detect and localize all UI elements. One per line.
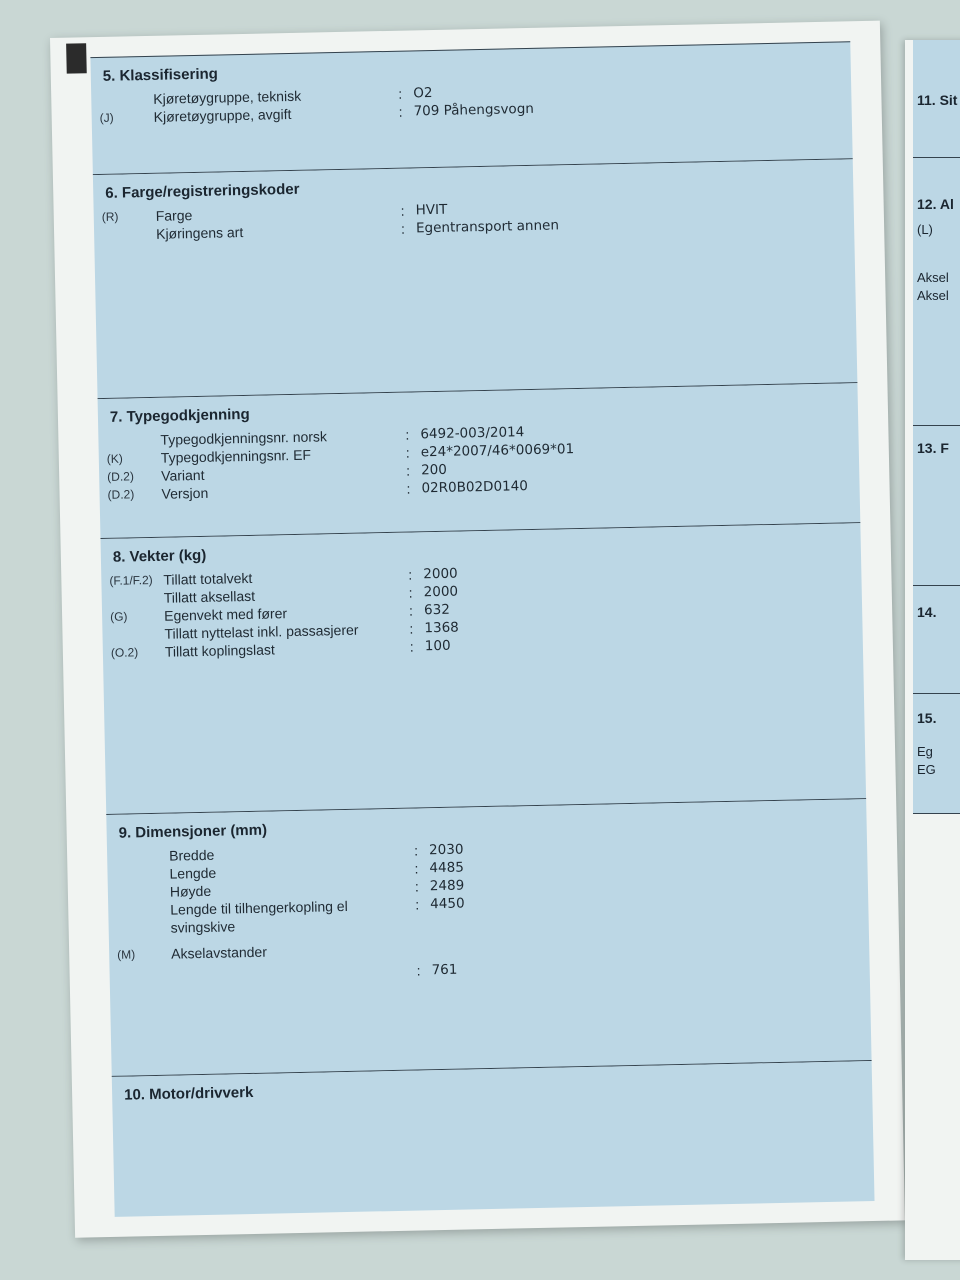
right-page-text: 11. Sit <box>917 92 958 108</box>
field-colon: : <box>408 566 413 583</box>
field-value: 2489 <box>429 877 465 895</box>
field-label: Lengde til tilhengerkopling el <box>170 897 348 918</box>
field-value: 4485 <box>429 859 464 877</box>
section-title: 9. Dimensjoner (mm) <box>118 821 268 842</box>
field-colon: : <box>408 584 413 601</box>
field-label: Kjøretøygruppe, avgift <box>153 105 292 125</box>
field-code: (M) <box>117 947 136 962</box>
field-code <box>110 589 160 590</box>
field-value: 2000 <box>423 583 459 601</box>
right-page-text: EG <box>917 762 936 777</box>
field-label: svingskive <box>170 918 236 936</box>
field-label: Kjøretøygruppe, teknisk <box>153 87 302 107</box>
field-code <box>106 431 156 432</box>
field-code: (D.2) <box>107 487 135 502</box>
field-code: (O.2) <box>110 645 139 660</box>
field-colon: : <box>408 602 414 619</box>
section-dimensjoner <box>106 799 871 1077</box>
field-label: Høyde <box>169 882 212 900</box>
field-label: Typegodkjenningsnr. norsk <box>160 428 328 448</box>
section-vekter <box>101 523 867 815</box>
field-colon: : <box>406 480 411 497</box>
field-code: (G) <box>109 609 128 624</box>
field-code: (D.2) <box>107 469 135 484</box>
field-label: Tillatt koplingslast <box>164 641 276 660</box>
section-motor <box>112 1061 875 1217</box>
section-klassifisering <box>90 41 852 175</box>
field-code: (R) <box>101 209 119 224</box>
right-page-text: 13. F <box>917 440 949 456</box>
section-typegodkjenning <box>98 383 861 539</box>
field-code <box>102 225 152 226</box>
field-label: Typegodkjenningsnr. EF <box>160 446 312 466</box>
right-page-text: (L) <box>917 222 933 237</box>
section-farge <box>93 159 858 399</box>
field-colon: : <box>415 896 420 913</box>
field-label: Tillatt nyttelast inkl. passasjerer <box>164 621 359 642</box>
section-title: 5. Klassifisering <box>102 65 219 85</box>
field-value: 709 Påhengsvogn <box>413 100 535 120</box>
field-colon: : <box>398 85 403 102</box>
right-page-cell <box>913 586 960 694</box>
field-value: HVIT <box>415 201 448 219</box>
field-label: Tillatt aksellast <box>163 587 256 606</box>
field-value: 2000 <box>423 565 458 583</box>
field-colon: : <box>405 444 410 461</box>
field-colon: : <box>409 620 414 637</box>
field-label: Variant <box>161 466 205 484</box>
field-code <box>110 625 160 626</box>
section-title: 8. Vekter (kg) <box>112 546 207 566</box>
field-value: 100 <box>424 637 451 655</box>
field-colon: : <box>400 202 405 219</box>
field-label: Bredde <box>168 846 215 864</box>
right-page-text: 14. <box>917 604 937 620</box>
field-label: Farge <box>155 207 193 224</box>
field-code <box>99 90 149 91</box>
field-code: (J) <box>99 110 114 125</box>
field-code: (K) <box>106 451 123 466</box>
field-value: O2 <box>413 85 433 102</box>
field-value: 4450 <box>430 895 465 913</box>
right-page-text: 12. Al <box>917 196 954 212</box>
section-title: 10. Motor/drivverk <box>123 1083 254 1104</box>
right-page-text: Aksel <box>917 288 949 303</box>
right-page-text: 15. <box>917 710 937 726</box>
field-value: 761 <box>431 961 458 979</box>
field-label: Egenvekt med fører <box>163 605 288 624</box>
field-value: 200 <box>420 461 448 479</box>
field-label: Versjon <box>161 484 209 502</box>
field-value: 1368 <box>424 619 459 637</box>
field-colon: : <box>409 638 414 655</box>
field-colon: : <box>414 878 419 895</box>
field-label: Tillatt totalvekt <box>163 569 253 588</box>
field-value: 2030 <box>428 841 464 859</box>
field-colon: : <box>416 962 421 979</box>
field-colon: : <box>413 842 419 859</box>
field-label: Kjøringens art <box>155 223 244 242</box>
field-value: 02R0B02D0140 <box>421 478 529 497</box>
section-title: 7. Typegodkjenning <box>109 405 250 426</box>
field-colon: : <box>405 426 410 443</box>
field-colon: : <box>400 220 406 237</box>
field-colon: : <box>414 860 419 877</box>
field-label: Lengde <box>169 864 217 882</box>
field-value: 6492-003/2014 <box>420 424 525 443</box>
field-value: Egentransport annen <box>415 217 560 237</box>
adjacent-page <box>905 40 960 1260</box>
field-colon: : <box>405 462 411 479</box>
field-value: 632 <box>423 601 451 619</box>
field-code: (F.1/F.2) <box>109 572 153 588</box>
right-page-text: Aksel <box>917 270 949 285</box>
field-colon: : <box>398 103 403 120</box>
section-title: 6. Farge/registreringskoder <box>105 180 300 202</box>
corner-mark <box>66 43 87 73</box>
field-label: Akselavstander <box>171 943 268 962</box>
document-page <box>50 21 905 1238</box>
field-value: e24*2007/46*0069*01 <box>420 441 575 461</box>
right-page-text: Eg <box>917 744 933 759</box>
